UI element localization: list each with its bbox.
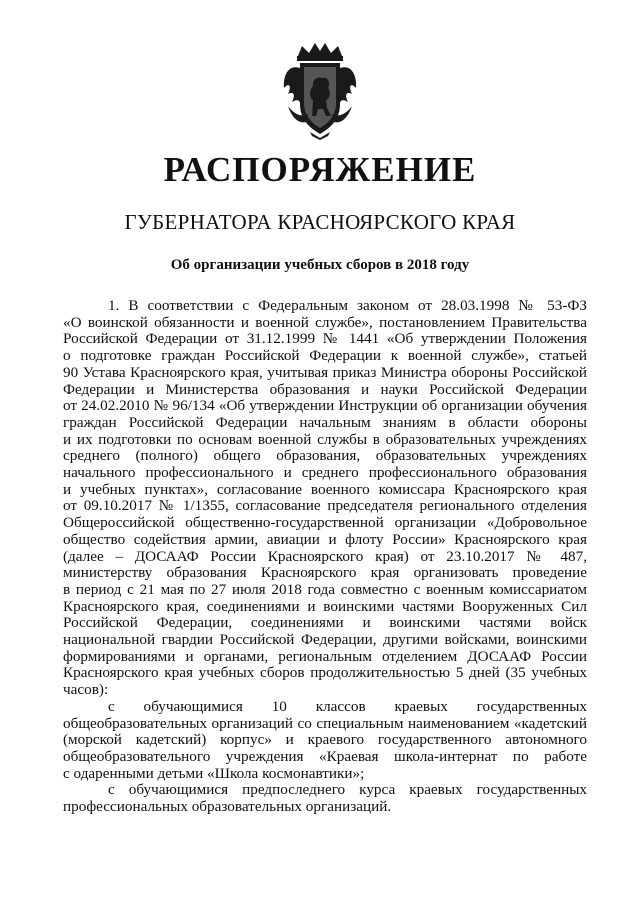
text-line: (далее – ДОСААФ России Красноярского края) от 23.10.2017 № 487, xyxy=(63,547,587,565)
document-subject: Об организации учебных сборов в 2018 году xyxy=(170,257,470,273)
text-line: формированиями и органами, региональным отделением ДОСААФ России xyxy=(63,647,587,665)
text-line: Красноярского края, соединениями и воинскими частями Вооруженных Сил xyxy=(63,597,587,615)
text-line: с одаренными детьми «Школа космонавтики»; xyxy=(63,764,365,782)
document-body xyxy=(63,298,587,816)
text-line: с обучающимися предпоследнего курса краевых государственных xyxy=(108,781,587,799)
text-line: общеобразовательного учреждения «Краевая школа-интернат по работе xyxy=(63,747,587,765)
document-title: РАСПОРЯЖЕНИЕ xyxy=(163,150,477,189)
text-line: общеобразовательных организаций со специальным наименованием «кадетский xyxy=(63,714,587,732)
text-line: национальной гвардии Российской Федерации, другими войсками, воинскими xyxy=(63,631,587,649)
text-line: с обучающимися 10 классов краевых государственных xyxy=(108,697,587,715)
list-item-2 xyxy=(63,782,587,815)
text-line: в период с 21 мая по 27 июля 2018 года совместно с военным комиссариатом xyxy=(63,580,587,598)
text-line: министерству образования Красноярского края организовать проведение xyxy=(63,564,587,582)
text-line: 90 Устава Красноярского края, учитывая приказ Министра обороны Российской xyxy=(63,363,587,381)
coat-of-arms-icon xyxy=(282,42,358,140)
text-line: Общероссийской общественно-государственной организации «Добровольное xyxy=(63,514,587,532)
text-line: от 09.10.2017 № 1/1355, согласование председателя регионального отделения xyxy=(63,497,587,515)
text-line: 1. В соответствии с Федеральным законом от 28.03.1998 № 53-ФЗ xyxy=(108,297,587,314)
text-line: и их подготовки по основам военной службы в образовательных учреждениях xyxy=(63,430,587,448)
text-line: профессиональных образовательных организаций. xyxy=(63,798,392,816)
text-line: Красноярского края учебных сборов продолжительностью 5 дней (35 учебных xyxy=(63,664,587,682)
text-line: Российской Федерации, соединениями и воинскими частями войск xyxy=(63,614,587,632)
text-line: от 24.02.2010 № 96/134 «Об утверждении Инструкции об организации обучения xyxy=(63,397,587,415)
text-line: и учебных пунктах», согласование военного комиссара Красноярского края xyxy=(63,480,587,498)
list-item-1 xyxy=(63,699,587,783)
text-line: общество содействия армии, авиации и флоту России» Красноярского края xyxy=(63,530,587,548)
text-line: начального профессионального и среднего профессионального образования xyxy=(63,464,587,482)
text-line: Федерации и Министерства образования и науки Российской Федерации xyxy=(63,380,587,398)
text-line: «О воинской обязанности и военной службе», постановлением Правительства xyxy=(63,313,587,331)
issuer-line: ГУБЕРНАТОРА КРАСНОЯРСКОГО КРАЯ xyxy=(124,210,516,234)
text-line: о подготовке граждан Российской Федерации к военной службе», статьей xyxy=(63,347,587,365)
paragraph-1 xyxy=(63,298,587,699)
text-line: (морской кадетский) корпус» и краевого государственного автономного xyxy=(63,731,587,749)
text-line: среднего (полного) общего образования, образовательных учреждениях xyxy=(63,447,587,465)
text-line: граждан Российской Федерации начальным знаниям в области обороны xyxy=(63,413,587,431)
text-line: Российской Федерации от 31.12.1999 № 1441 «Об утверждении Положения xyxy=(63,330,587,348)
text-line: часов): xyxy=(63,681,109,699)
